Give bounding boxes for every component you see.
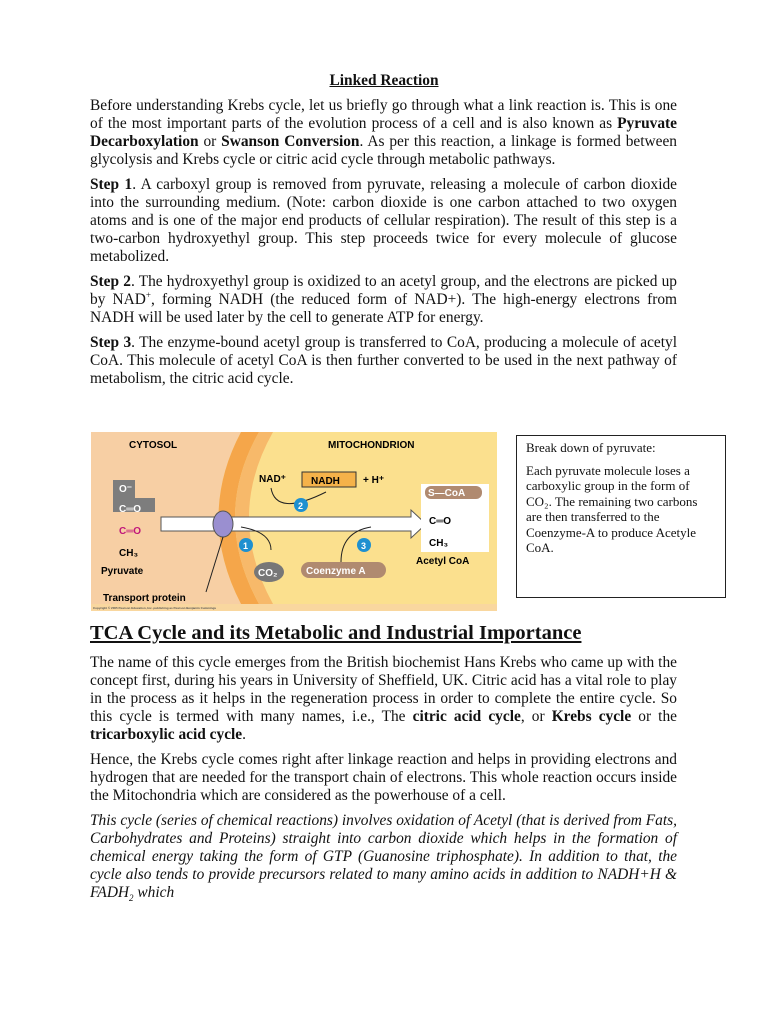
intro-paragraph	[90, 97, 677, 169]
nadh-label: NADH	[311, 476, 340, 487]
pyruvate-breakdown-textbox	[516, 435, 726, 598]
text: . A carboxyl group is removed from pyruvate, releasing a molecule of carbon dioxide into the surrounding medium. (Note: carbon dioxide is one carbon attached to two oxygen atoms and is one of the major end products of cellular respiration). The result of this step is a two-carbon hydroxyethyl group. This step proceeds twice for every molecule of glucose metabolized.	[90, 176, 678, 265]
text: . As per this reaction, a linkage is formed between glycolysis and Krebs cycle or citric acid cycle through metabolic pathways.	[90, 133, 677, 168]
section-title-linked-reaction: Linked Reaction	[329, 72, 439, 89]
step1-paragraph	[90, 176, 677, 266]
bold-term: Krebs cycle	[551, 708, 632, 725]
pyruvate-oxidation-diagram	[91, 432, 497, 611]
carboxyl-co: C═O	[119, 504, 142, 515]
carbonyl-co: C═O	[119, 526, 142, 537]
textbox-heading: Break down of pyruvate:	[526, 440, 656, 455]
textbox-body: Each pyruvate molecule loses a carboxylic group in the form of CO₂. The remaining two carbons are then transferred to the Coenzyme-A to produce Acetyle CoA.	[526, 462, 698, 555]
pyruvate-label: Pyruvate	[101, 566, 144, 577]
text: Before understanding Krebs cycle, let us briefly go through what a link reaction is. This is one of the most important parts of the evolution process of a cell and is also known as	[90, 97, 677, 132]
step-label: Step 2	[90, 273, 131, 290]
linked-reaction-body	[90, 97, 677, 395]
h-plus-label: + H⁺	[363, 475, 385, 486]
text: or	[198, 133, 222, 150]
text: , forming NADH (the reduced form of NAD+). The high-energy electrons from NADH will be used later by the cell to generate ATP for energy.	[90, 291, 677, 326]
text: .	[242, 726, 246, 743]
bold-term: citric acid cycle	[412, 708, 521, 725]
acetyl-co: C═O	[429, 516, 452, 527]
bold-term: Pyruvate Decarboxylation	[90, 115, 677, 150]
bold-term: Swanson Conversion	[221, 133, 360, 150]
step-1-badge: 1	[243, 541, 249, 551]
o-minus: O⁻	[119, 484, 133, 495]
cytosol-label: CYTOSOL	[129, 440, 178, 451]
step2-paragraph	[90, 273, 677, 327]
text: . The hydroxyethyl group is oxidized to an acetyl group, and the electrons are picked up by NAD	[90, 273, 677, 308]
text: The name of this cycle emerges from the British biochemist Hans Krebs who came up with the concept first, during his years in University of Sheffield, UK. Citric acid has a vital role to play in the process as it helps in the regeneration process in order to complete the entire cycle. So this cycle is termed with many names, i.e., The	[90, 654, 677, 725]
section-heading-tca-cycle: TCA Cycle and its Metabolic and Industrial Importance	[90, 622, 582, 644]
tca-paragraph-3	[90, 812, 677, 902]
text: , or	[520, 708, 552, 725]
coenzyme-a-label: Coenzyme A	[306, 566, 366, 577]
transport-protein-label: Transport protein	[103, 593, 186, 604]
co2-label: CO₂	[258, 568, 278, 579]
tca-body	[90, 654, 677, 909]
text: or the	[631, 708, 677, 725]
tca-paragraph-1	[90, 654, 677, 744]
text: which	[133, 884, 175, 901]
step-label: Step 3	[90, 334, 132, 351]
step-label: Step 1	[90, 176, 133, 193]
step3-paragraph	[90, 334, 677, 388]
s-coa-label: S—CoA	[428, 488, 466, 499]
acetyl-coa-label: Acetyl CoA	[416, 556, 470, 567]
bold-term: tricarboxylic acid cycle	[90, 726, 243, 743]
step-3-badge: 3	[361, 541, 367, 551]
acetyl-methyl: CH₃	[429, 538, 449, 549]
methyl: CH₃	[119, 548, 139, 559]
copyright-text: Copyright © 2005 Pearson Education, Inc. publishing as Pearson Benjamin Cummings	[93, 606, 217, 610]
subscript: 2	[129, 893, 134, 904]
text: This cycle (series of chemical reactions) involves oxidation of Acetyl (that is derived from Fats, Carbohydrates and Proteins) straight into carbon dioxide which helps in the formation of chemical energy taking the form of GTP (Guanosine triphosphate). In addition to that, the cycle also tends to provide precursors related to many amino acids in addition to NADH+H & FADH	[90, 812, 677, 901]
nad-label: NAD⁺	[259, 474, 286, 485]
step-2-badge: 2	[298, 501, 304, 511]
superscript: +	[145, 289, 151, 300]
mitochondrion-label: MITOCHONDRION	[328, 440, 415, 451]
text: . The enzyme-bound acetyl group is transferred to CoA, producing a molecule of acetyl CoA. This molecule of acetyl CoA is then further converted to be used in the next pathway of metabolism, the citric acid cycle.	[90, 334, 677, 387]
tca-paragraph-2: Hence, the Krebs cycle comes right after linkage reaction and helps in providing electrons and hydrogen that are needed for the transport chain of electrons. This whole reaction occurs inside the Mitochondria which are considered as the powerhouse of a cell.	[90, 751, 677, 804]
